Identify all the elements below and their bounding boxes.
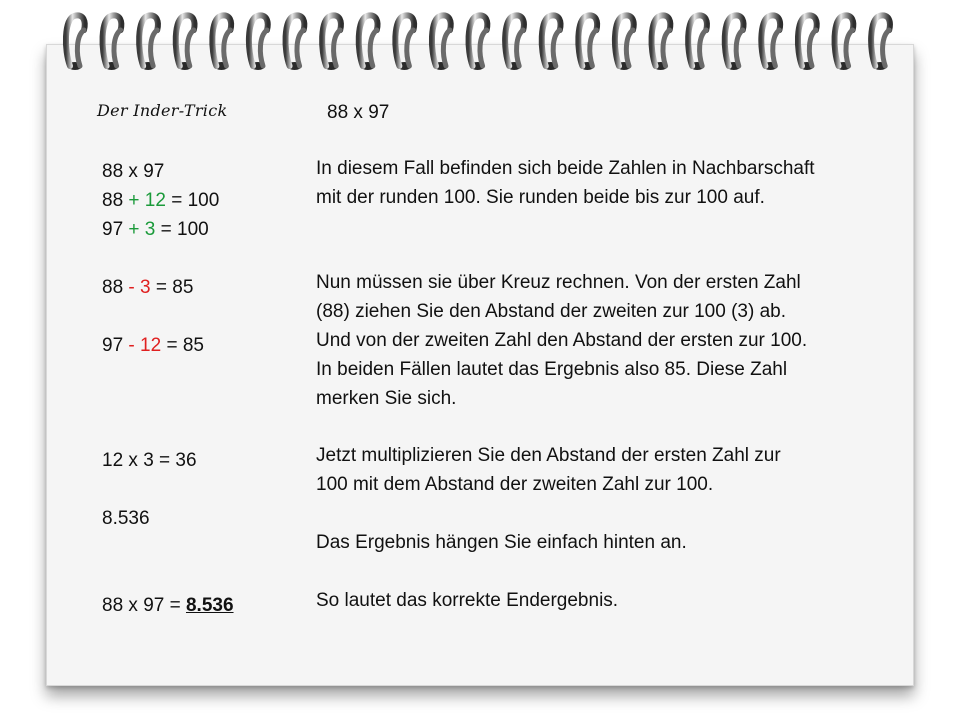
ring	[322, 15, 341, 70]
ring	[176, 15, 195, 70]
ring	[103, 15, 122, 70]
ring	[615, 15, 634, 70]
explanation-3: Jetzt multiplizieren Sie den Abstand der ersten Zahl zur 100 mit dem Abstand der zweiten Zahl zur 100.	[316, 445, 781, 495]
calc-line-3: 97 + 3 = 100	[102, 219, 209, 240]
ring	[212, 15, 231, 70]
calc-line-8: 88 x 97 = 8.536	[102, 595, 234, 616]
explanation-5: So lautet das korrekte Endergebnis.	[316, 590, 619, 611]
calc-line-7: 8.536	[102, 508, 150, 529]
calc-line-6: 12 x 3 = 36	[102, 450, 197, 471]
heading: Der Inder-Trick	[97, 101, 228, 120]
ring	[835, 15, 854, 70]
calc-line-1: 88 x 97	[102, 161, 165, 182]
calc-line-4: 88 - 3 = 85	[102, 277, 194, 298]
calc-line-2: 88 + 12 = 100	[102, 190, 220, 211]
ring	[761, 15, 780, 70]
ring	[432, 15, 451, 70]
spiral-binding	[0, 0, 960, 80]
explanation-2: Nun müssen sie über Kreuz rechnen. Von der ersten Zahl (88) ziehen Sie den Abstand der zweiten zur 100 (3) ab. Und von der zweiten Zahl den Abstand der ersten zur 100. In beiden Fällen lautet das Ergebnis also 85. Diese Zahl merken Sie sich.	[316, 272, 808, 409]
ring	[469, 15, 488, 70]
ring	[798, 15, 817, 70]
ring	[542, 15, 561, 70]
ring	[66, 15, 85, 70]
ring	[286, 15, 305, 70]
ring	[139, 15, 158, 70]
calc-line-5: 97 - 12 = 85	[102, 335, 204, 356]
ring	[652, 15, 671, 70]
problem-title: 88 x 97	[327, 102, 390, 123]
explanation-4: Das Ergebnis hängen Sie einfach hinten an.	[316, 532, 687, 553]
ring	[688, 15, 707, 70]
ring	[871, 15, 890, 70]
ring	[359, 15, 378, 70]
final-result: 8.536	[185, 595, 234, 616]
ring	[395, 15, 414, 70]
ring	[249, 15, 268, 70]
ring	[505, 15, 524, 70]
ring	[725, 15, 744, 70]
explanation-1: In diesem Fall befinden sich beide Zahlen in Nachbarschaft mit der runden 100. Sie runden beide bis zur 100 auf.	[316, 158, 815, 208]
ring	[578, 15, 597, 70]
